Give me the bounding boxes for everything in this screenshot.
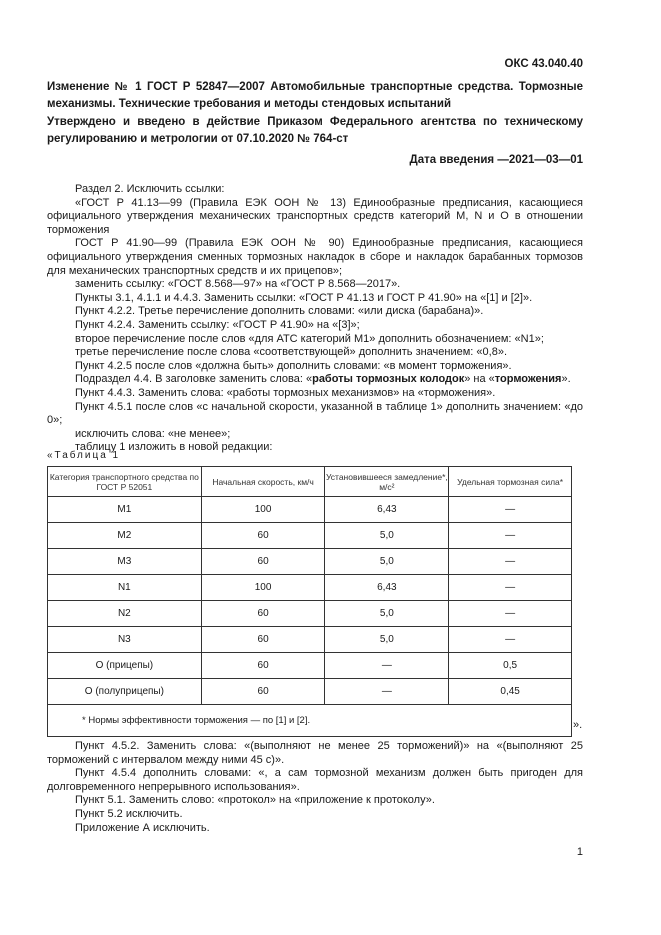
approval-statement: Утверждено и введено в действие Приказом Федерального агентства по техническому регулированию и метрологии от 07.10.2020 № 764-ст [47, 116, 583, 145]
table-cell: О (прицепы) [48, 653, 202, 679]
paragraph: ГОСТ Р 41.90—99 (Правила ЕЭК ООН № 90) Единообразные предписания, касающиеся официального утверждения сменных тормозных накладок в сборе и накладок барабанных тормозов для механических транспортных средств и их прицепов»; [47, 237, 583, 277]
table-cell: 60 [201, 523, 325, 549]
paragraph: Пункты 3.1, 4.1.1 и 4.4.3. Заменить ссылки: «ГОСТ Р 41.13 и ГОСТ Р 41.90» на «[1] и [2]». [75, 291, 533, 304]
table-cell: 5,0 [325, 549, 449, 575]
paragraph: заменить ссылку: «ГОСТ 8.568—97» на «ГОСТ Р 8.568—2017». [75, 278, 401, 291]
text-run: » на « [464, 373, 495, 386]
paragraph: Пункт 4.4.3. Заменить слова: «работы тормозных механизмов» на «торможения». [75, 386, 496, 399]
bold-run: работы тормозных колодок [312, 373, 465, 386]
table-footnote-row [48, 705, 572, 737]
paragraph: Пункт 5.1. Заменить слово: «протокол» на «приложение к протоколу». [75, 794, 435, 807]
table-cell: — [449, 575, 572, 601]
paragraph: «ГОСТ Р 41.13—99 (Правила ЕЭК ООН № 13) Единообразные предписания, касающиеся официального утверждения механических транспортных средств категорий М, N и О в отношении торможения [47, 196, 583, 236]
table-cell: М1 [48, 497, 202, 523]
header-brake-force: Удельная тормозная сила* [449, 467, 572, 497]
amendment-title: Изменение № 1 ГОСТ Р 52847—2007 Автомобильные транспортные средства. Тормозные механизмы. Технические требования и методы стендовых испытаний [47, 81, 583, 110]
paragraph: Пункт 4.2.5 после слов «должна быть» дополнить словами: «в момент торможения». [75, 359, 512, 372]
table-cell: 60 [201, 601, 325, 627]
table-cell: — [449, 497, 572, 523]
header-speed: Начальная скорость, км/ч [201, 467, 325, 497]
paragraph: Пункт 4.5.2. Заменить слова: «(выполняют не менее 25 торможений)» на «(выполняют 25 торможений с интервалом между ними 45 с)». [47, 740, 583, 766]
text-run: Подраздел 4.4. В заголовке заменить слова: « [75, 373, 313, 386]
table-cell: 100 [201, 575, 325, 601]
table-cell: 60 [201, 679, 325, 705]
paragraph: Пункт 4.2.4. Заменить ссылку: «ГОСТ Р 41.90» на «[3]»; [75, 318, 360, 331]
table-cell: — [325, 653, 449, 679]
table-cell: — [449, 523, 572, 549]
bold-run: торможения [494, 373, 562, 386]
table-cell: — [449, 601, 572, 627]
table-cell: 6,43 [325, 497, 449, 523]
table-row [48, 601, 572, 627]
table-row [48, 679, 572, 705]
table-cell: 5,0 [325, 627, 449, 653]
paragraph: Приложение А исключить. [75, 821, 210, 834]
table-row [48, 653, 572, 679]
table-header-row [48, 467, 572, 497]
table-cell: 100 [201, 497, 325, 523]
paragraph: Пункт 4.5.1 после слов «с начальной скорости, указанной в таблице 1» дополнить значением: «до 0»; [47, 400, 583, 427]
table-cell: М3 [48, 549, 202, 575]
paragraph: Раздел 2. Исключить ссылки: [75, 183, 225, 195]
paragraph: Пункт 5.2 исключить. [75, 807, 183, 820]
table-cell: М2 [48, 523, 202, 549]
effective-date: Дата введения —2021—03—01 [409, 154, 583, 166]
table-cell: 6,43 [325, 575, 449, 601]
table-row [48, 497, 572, 523]
quote-close-mark: ». [573, 719, 583, 731]
amendment-body-continued [47, 740, 583, 835]
paragraph: второе перечисление после слов «для АТС категорий М1» дополнить обозначением: «N1»; [75, 332, 544, 345]
table-cell: 5,0 [325, 601, 449, 627]
table-cell: — [449, 549, 572, 575]
table-row [48, 523, 572, 549]
table-cell: N3 [48, 627, 202, 653]
table-cell: — [325, 679, 449, 705]
page-number: 1 [576, 846, 583, 858]
amendment-body [47, 183, 583, 455]
table-footnote: * Нормы эффективности торможения — по [1] и [2]. [48, 705, 572, 737]
table-cell: 5,0 [325, 523, 449, 549]
table-cell: 60 [201, 627, 325, 653]
table-cell: О (полуприцепы) [48, 679, 202, 705]
table-row [48, 575, 572, 601]
text-run: ». [561, 373, 571, 386]
paragraph: исключить слова: «не менее»; [75, 427, 231, 440]
oks-code: ОКС 43.040.40 [504, 58, 583, 70]
table-cell: 0,5 [449, 653, 572, 679]
table-cell: N2 [48, 601, 202, 627]
paragraph: таблицу 1 изложить в новой редакции: [75, 441, 273, 454]
braking-table [47, 466, 572, 737]
table-row [48, 549, 572, 575]
paragraph: третье перечисление после слова «соответствующей» дополнить значением: «0,8». [75, 346, 508, 359]
paragraph: Пункт 4.2.2. Третье перечисление дополнить словами: «или диска (барабана)». [75, 305, 484, 318]
table-cell: 60 [201, 653, 325, 679]
header-category: Категория транспортного средства по ГОСТ Р 52051 [48, 467, 202, 497]
header-deceleration: Установившееся замедление*, м/с² [325, 467, 449, 497]
table-caption: «Таблица 1 [47, 450, 121, 461]
table-cell: 0,45 [449, 679, 572, 705]
paragraph: Пункт 4.5.4 дополнить словами: «, а сам тормозной механизм должен быть пригоден для долговременного непрерывного использования». [47, 767, 583, 793]
table-row [48, 627, 572, 653]
table-cell: 60 [201, 549, 325, 575]
table-cell: — [449, 627, 572, 653]
paragraph-podrazdel [47, 373, 583, 387]
table-cell: N1 [48, 575, 202, 601]
